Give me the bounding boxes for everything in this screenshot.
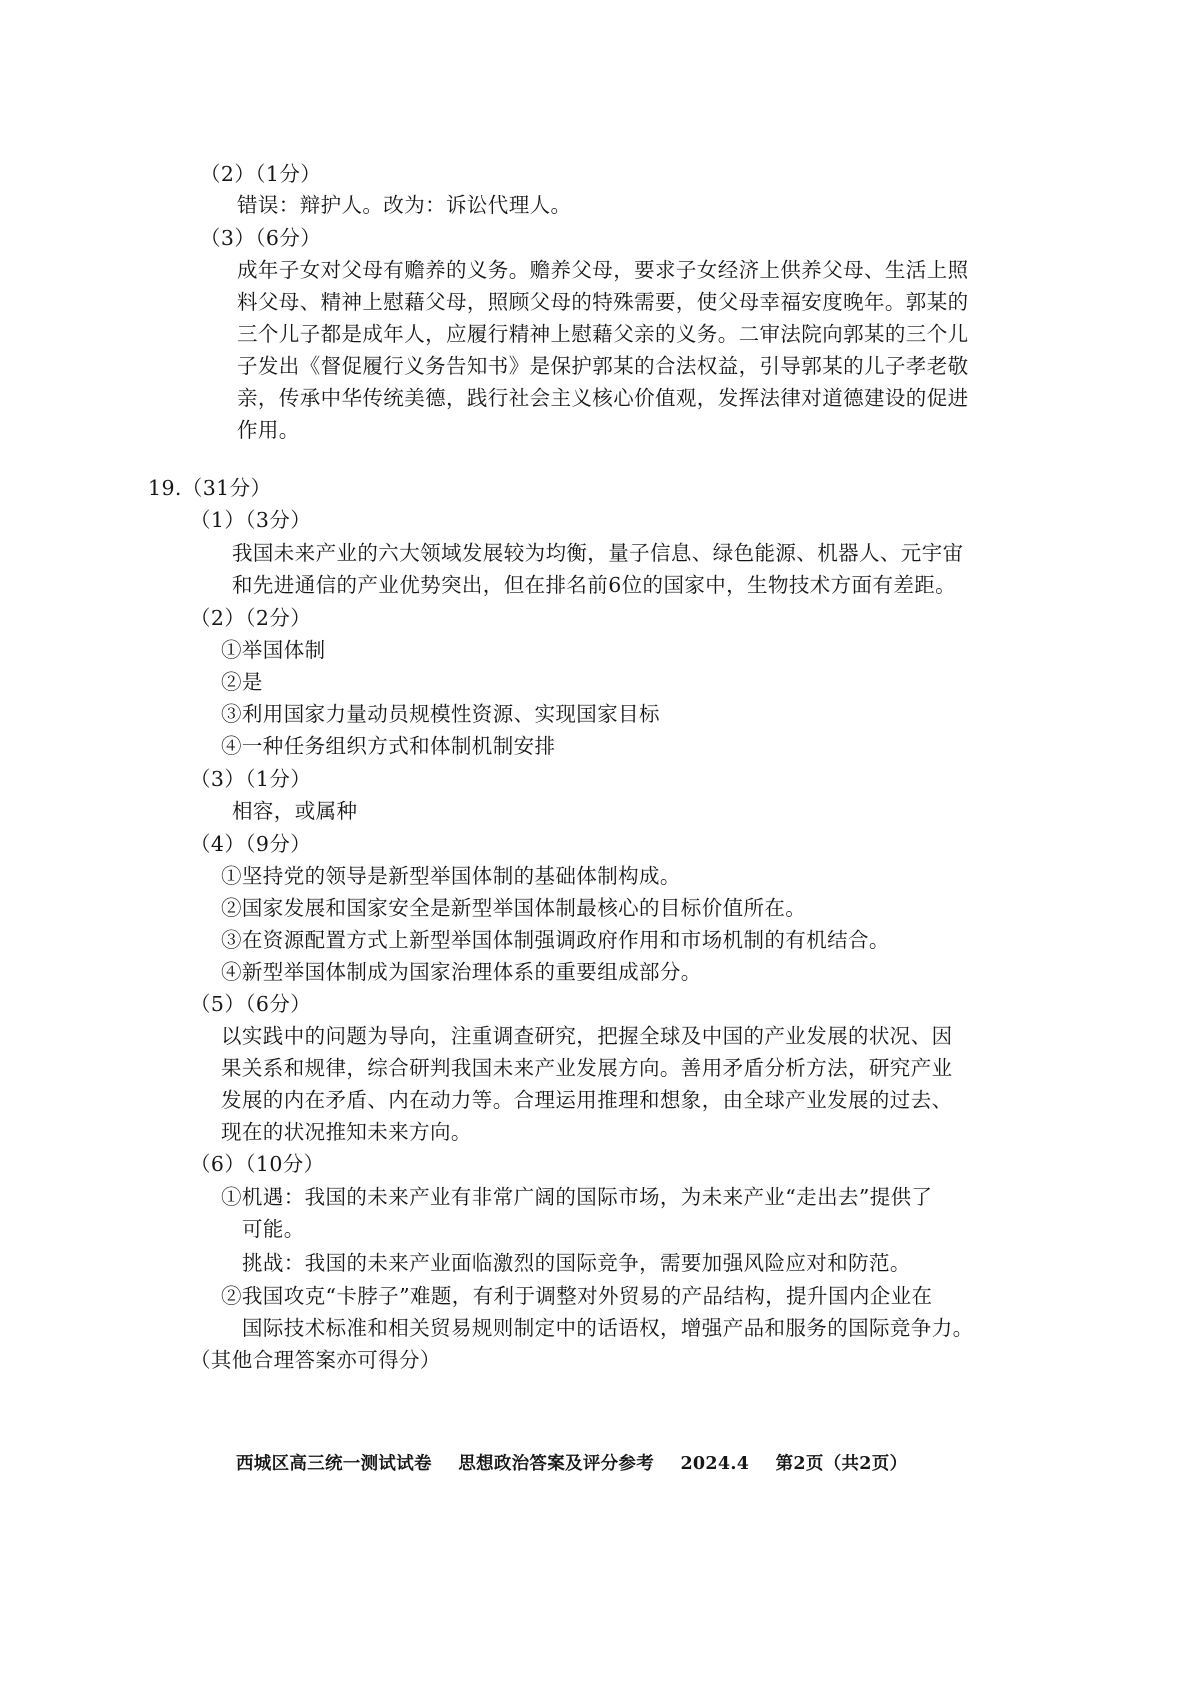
q19-part5-heading: （5）（6分） [190, 992, 312, 1016]
q18-part2-heading: （2）（1分） [200, 162, 322, 186]
q19-part1-line: 我国未来产业的六大领域发展较为均衡，量子信息、绿色能源、机器人、元宇宙 [232, 541, 964, 565]
q19-part1-heading: （1）（3分） [190, 508, 312, 532]
page-footer [236, 1450, 927, 1475]
q19-part2-item: ①举国体制 [221, 638, 326, 662]
q18-part3-line: 成年子女对父母有赡养的义务。赡养父母，要求子女经济上供养父母、生活上照 [237, 258, 969, 282]
q19-part4-item: ④新型举国体制成为国家治理体系的重要组成部分。 [221, 960, 702, 984]
q19-part4-item: ③在资源配置方式上新型举国体制强调政府作用和市场机制的有机结合。 [221, 928, 890, 952]
q19-part5-line: 现在的状况推知未来方向。 [221, 1120, 472, 1144]
q18-part3-line: 料父母、精神上慰藉父母，照顾父母的特殊需要，使父母幸福安度晚年。郭某的 [237, 290, 969, 314]
footer-date: 2024.4 [680, 1454, 750, 1474]
q19-part5-line: 发展的内在矛盾、内在动力等。合理运用推理和想象，由全球产业发展的过去、 [221, 1088, 953, 1112]
footer-subject: 思想政治答案及评分参考 [458, 1454, 655, 1474]
q18-part3-line: 作用。 [237, 418, 300, 442]
q18-part3-heading: （3）（6分） [200, 226, 322, 250]
q19-part2-item: ④一种任务组织方式和体制机制安排 [221, 734, 556, 758]
footer-exam-name: 西城区高三统一测试试卷 [236, 1454, 432, 1474]
q19-part2-heading: （2）（2分） [190, 606, 312, 630]
q19-part2-item: ②是 [221, 670, 263, 694]
q19-part6-note: （其他合理答案亦可得分） [190, 1348, 441, 1372]
q18-part3-line: 亲，传承中华传统美德，践行社会主义核心价值观，发挥法律对道德建设的促进 [237, 386, 969, 410]
q19-part6-heading: （6）（10分） [190, 1152, 325, 1176]
q18-part3-line: 子发出《督促履行义务告知书》是保护郭某的合法权益，引导郭某的儿子孝老敬 [237, 354, 969, 378]
q19-part1-line: 和先进通信的产业优势突出，但在排名前6位的国家中，生物技术方面有差距。 [232, 573, 957, 597]
q19-part3-text: 相容，或属种 [232, 799, 358, 823]
q19-heading: 19.（31分） [148, 476, 272, 500]
q19-part6-challenge: 挑战：我国的未来产业面临激烈的国际竞争，需要加强风险应对和防范。 [242, 1251, 911, 1275]
q19-part5-line: 以实践中的问题为导向，注重调查研究，把握全球及中国的产业发展的状况、因 [221, 1024, 953, 1048]
q19-part6-item2-cont: 国际技术标准和相关贸易规则制定中的话语权，增强产品和服务的国际竞争力。 [242, 1316, 974, 1340]
q19-part2-item: ③利用国家力量动员规模性资源、实现国家目标 [221, 702, 660, 726]
q19-part6-item2: ②我国攻克“卡脖子”难题，有利于调整对外贸易的产品结构，提升国内企业在 [221, 1284, 933, 1308]
q19-part6-opportunity: ①机遇：我国的未来产业有非常广阔的国际市场，为未来产业“走出去”提供了 [221, 1185, 933, 1209]
q19-part4-item: ②国家发展和国家安全是新型举国体制最核心的目标价值所在。 [221, 896, 807, 920]
q19-part5-line: 果关系和规律，综合研判我国未来产业发展方向。善用矛盾分析方法，研究产业 [221, 1056, 953, 1080]
q18-part3-line: 三个儿子都是成年人，应履行精神上慰藉父亲的义务。二审法院向郭某的三个儿 [237, 322, 969, 346]
footer-page-number: 第2页（共2页） [775, 1454, 908, 1474]
q19-part6-opportunity-cont: 可能。 [242, 1217, 305, 1241]
q18-part2-text: 错误：辩护人。改为：诉讼代理人。 [237, 193, 572, 217]
q19-part4-item: ①坚持党的领导是新型举国体制的基础体制构成。 [221, 864, 681, 888]
q19-part4-heading: （4）（9分） [190, 832, 312, 856]
q19-part3-heading: （3）（1分） [190, 767, 312, 791]
